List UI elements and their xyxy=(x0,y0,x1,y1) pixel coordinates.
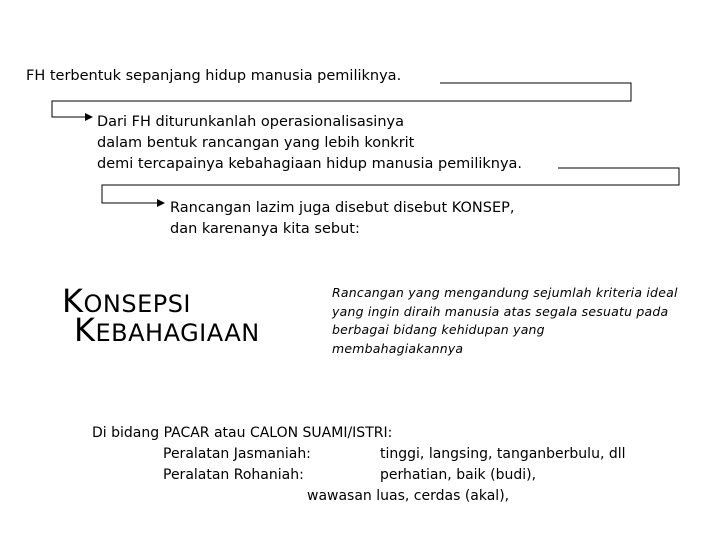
rohaniah-value: perhatian, baik (budi), xyxy=(380,467,537,483)
definition-line: yang ingin diraih manusia atas segala sesuatu pada xyxy=(332,303,669,319)
definition-line: Rancangan yang mengandung sejumlah kriteria ideal xyxy=(332,285,678,300)
jasmaniah-label: Peralatan Jasmaniah: xyxy=(163,446,311,462)
concept-word: ONSEPSI xyxy=(83,290,192,318)
statement-fh: FH terbentuk sepanjang hidup manusia pemiliknya. xyxy=(26,68,402,84)
concept-initial: K xyxy=(62,282,84,320)
jasmaniah-value: tinggi, langsing, tanganberbulu, dll xyxy=(380,446,626,462)
concept-title-line2 xyxy=(74,311,260,349)
rohaniah-value-continued: wawasan luas, cerdas (akal), xyxy=(307,488,510,504)
statement-line: Rancangan lazim juga disebut disebut KONSEP, xyxy=(170,200,515,216)
statement-line: dan karenanya kita sebut: xyxy=(170,221,360,237)
statement-operationalization xyxy=(97,112,522,175)
concept-word: EBAHAGIAAN xyxy=(95,319,260,347)
definition-line: membahagiakannya xyxy=(332,340,464,356)
statement-line: dalam bentuk rancangan yang lebih konkrit xyxy=(97,135,415,151)
statement-line: demi tercapainya kebahagiaan hidup manusia pemiliknya. xyxy=(97,156,523,172)
concept-initial: K xyxy=(74,311,96,349)
example-heading: Di bidang PACAR atau CALON SUAMI/ISTRI: xyxy=(92,425,393,441)
definition-line: berbagai bidang kehidupan yang xyxy=(332,322,545,337)
rohaniah-label: Peralatan Rohaniah: xyxy=(163,467,304,483)
statement-concept xyxy=(170,198,514,240)
concept-title xyxy=(62,282,260,349)
concept-definition xyxy=(332,284,678,358)
statement-line: Dari FH diturunkanlah operasionalisasinya xyxy=(97,114,404,130)
